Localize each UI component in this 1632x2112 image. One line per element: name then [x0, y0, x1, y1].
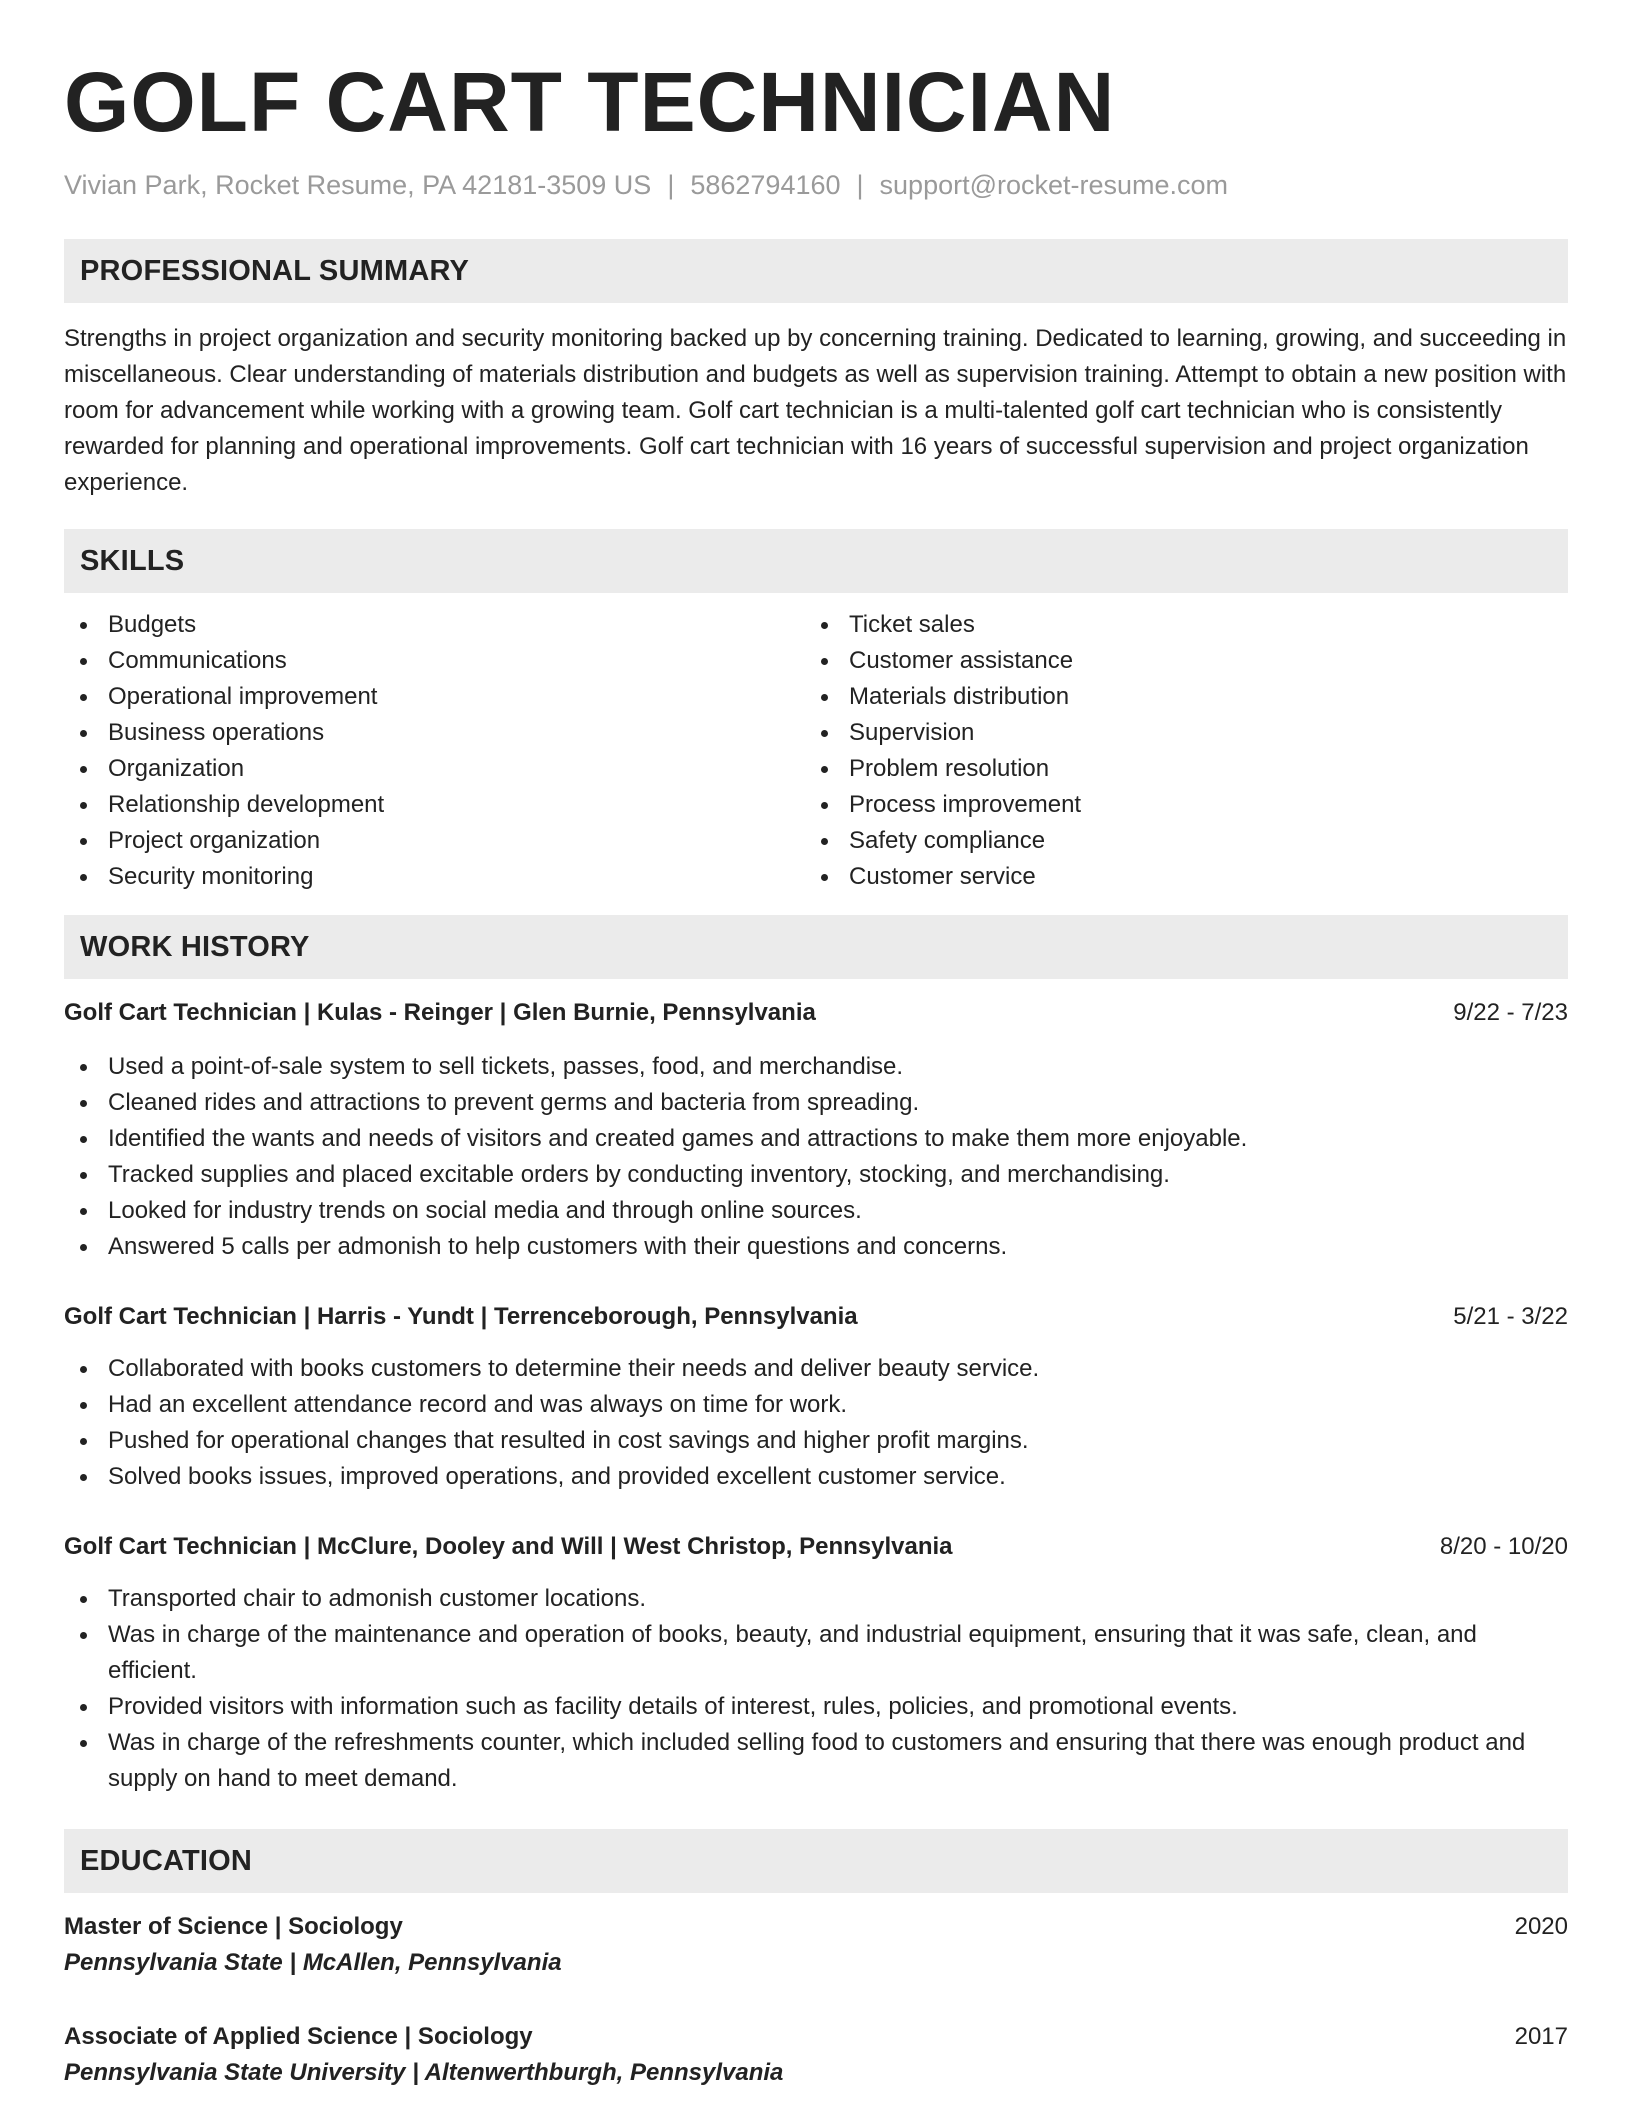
- contact-email[interactable]: support@rocket-resume.com: [879, 170, 1229, 200]
- education-header: [64, 2019, 1568, 2055]
- job-title: Golf Cart Technician | McClure, Dooley and Will | West Christop, Pennsylvania: [64, 1533, 953, 1560]
- skills-section-header: SKILLS: [64, 529, 1568, 593]
- job-bullet: Collaborated with books customers to determine their needs and deliver beauty service.: [64, 1351, 1568, 1387]
- job-bullet: Was in charge of the refreshments counter, which included selling food to customers and ensuring that there was enough product and supply on hand to meet demand.: [64, 1725, 1568, 1797]
- skill-item: Problem resolution: [805, 751, 1546, 787]
- education-degree: Master of Science | Sociology: [64, 1913, 403, 1940]
- contact-phone: 5862794160: [690, 170, 841, 200]
- job-bullet: Provided visitors with information such as facility details of interest, rules, policies, and promotional events.: [64, 1689, 1568, 1725]
- job-entry: [64, 1529, 1568, 1797]
- skill-item: Operational improvement: [64, 679, 805, 715]
- job-bullets: [64, 1049, 1568, 1265]
- skills-column-right: [805, 607, 1546, 895]
- education-entry: [64, 1909, 1568, 1981]
- job-bullets: [64, 1351, 1568, 1495]
- job-entry: [64, 1299, 1568, 1495]
- education-entry: [64, 2019, 1568, 2091]
- education-year: 2017: [1514, 2023, 1568, 2050]
- education-header: [64, 1909, 1568, 1945]
- job-bullet: Was in charge of the maintenance and operation of books, beauty, and industrial equipment, ensuring that it was safe, clean, and efficient.: [64, 1617, 1568, 1689]
- job-dates: 8/20 - 10/20: [1439, 1533, 1568, 1560]
- job-header: [64, 1299, 1568, 1335]
- skills-grid: [64, 607, 1568, 895]
- skill-item: Materials distribution: [805, 679, 1546, 715]
- job-title: Golf Cart Technician | Kulas - Reinger | Glen Burnie, Pennsylvania: [64, 999, 816, 1026]
- job-dates: 9/22 - 7/23: [1453, 999, 1568, 1026]
- skill-item: Customer service: [805, 859, 1546, 895]
- contact-line: [64, 168, 1568, 202]
- job-bullet: Cleaned rides and attractions to prevent germs and bacteria from spreading.: [64, 1085, 1568, 1121]
- skill-item: Security monitoring: [64, 859, 805, 895]
- job-bullet: Pushed for operational changes that resulted in cost savings and higher profit margins.: [64, 1423, 1568, 1459]
- skill-item: Business operations: [64, 715, 805, 751]
- education-section-header: EDUCATION: [64, 1829, 1568, 1893]
- job-dates: 5/21 - 3/22: [1453, 1303, 1568, 1330]
- job-bullet: Transported chair to admonish customer locations.: [64, 1581, 1568, 1617]
- summary-section-header: PROFESSIONAL SUMMARY: [64, 239, 1568, 303]
- job-entry: [64, 995, 1568, 1265]
- skill-item: Customer assistance: [805, 643, 1546, 679]
- contact-separator: |: [667, 170, 675, 200]
- job-bullet: Had an excellent attendance record and was always on time for work.: [64, 1387, 1568, 1423]
- job-bullet: Used a point-of-sale system to sell tickets, passes, food, and merchandise.: [64, 1049, 1568, 1085]
- work-section-header: WORK HISTORY: [64, 915, 1568, 979]
- skill-item: Communications: [64, 643, 805, 679]
- contact-address: Vivian Park, Rocket Resume, PA 42181-3509 US: [64, 170, 652, 200]
- skill-item: Organization: [64, 751, 805, 787]
- job-bullet: Tracked supplies and placed excitable orders by conducting inventory, stocking, and merchandising.: [64, 1157, 1568, 1193]
- skill-item: Project organization: [64, 823, 805, 859]
- skill-item: Supervision: [805, 715, 1546, 751]
- job-bullet: Solved books issues, improved operations, and provided excellent customer service.: [64, 1459, 1568, 1495]
- education-degree: Associate of Applied Science | Sociology: [64, 2023, 533, 2050]
- skills-column-left: [64, 607, 805, 895]
- job-bullet: Looked for industry trends on social media and through online sources.: [64, 1193, 1568, 1229]
- skill-item: Ticket sales: [805, 607, 1546, 643]
- education-school: Pennsylvania State University | Altenwerthburgh, Pennsylvania: [64, 2059, 784, 2086]
- resume-title: GOLF CART TECHNICIAN: [64, 55, 1116, 149]
- skill-item: Relationship development: [64, 787, 805, 823]
- skill-item: Safety compliance: [805, 823, 1546, 859]
- contact-separator: |: [856, 170, 864, 200]
- job-header: [64, 995, 1568, 1031]
- job-bullet: Answered 5 calls per admonish to help customers with their questions and concerns.: [64, 1229, 1568, 1265]
- summary-text: Strengths in project organization and security monitoring backed up by concerning training. Dedicated to learning, growing, and succeeding in miscellaneous. Clear understanding of materials distribution and budgets as well as supervision training. Attempt to obtain a new position with room for advancement while working with a growing team. Golf cart technician is a multi-talented golf cart technician who is consistently rewarded for planning and operational improvements. Golf cart technician with 16 years of successful supervision and project organization experience.: [64, 325, 1567, 496]
- job-header: [64, 1529, 1568, 1565]
- skill-item: Budgets: [64, 607, 805, 643]
- job-bullet: Identified the wants and needs of visitors and created games and attractions to make them more enjoyable.: [64, 1121, 1568, 1157]
- job-bullets: [64, 1581, 1568, 1797]
- skill-item: Process improvement: [805, 787, 1546, 823]
- education-year: 2020: [1514, 1913, 1568, 1940]
- job-title: Golf Cart Technician | Harris - Yundt | Terrenceborough, Pennsylvania: [64, 1303, 858, 1330]
- education-school: Pennsylvania State | McAllen, Pennsylvania: [64, 1949, 562, 1976]
